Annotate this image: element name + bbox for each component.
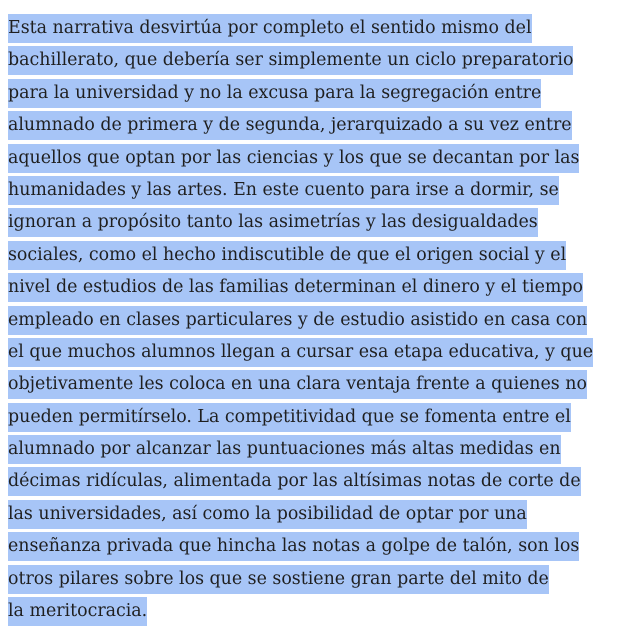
highlighted-text: pueden permitírselo. La competitividad que se fomenta entre el: [8, 403, 571, 432]
highlighted-text: otros pilares sobre los que se sostiene gran parte del mito de: [8, 565, 549, 594]
highlighted-text: la meritocracia.: [8, 597, 147, 626]
highlighted-text: enseñanza privada que hincha las notas a golpe de talón, son los: [8, 532, 579, 561]
highlighted-text: nivel de estudios de las familias determinan el dinero y el tiempo: [8, 273, 583, 302]
text-line: [8, 206, 624, 238]
selected-paragraph[interactable]: [8, 12, 624, 627]
highlighted-text: Esta narrativa desvirtúa por completo el sentido mismo del: [8, 14, 532, 43]
highlighted-text: aquellos que optan por las ciencias y los que se decantan por las: [8, 144, 579, 173]
text-line: [8, 109, 624, 141]
text-line: [8, 239, 624, 271]
text-line: [8, 563, 624, 595]
text-line: [8, 530, 624, 562]
highlighted-text: el que muchos alumnos llegan a cursar esa etapa educativa, y que: [8, 338, 593, 367]
text-line: [8, 401, 624, 433]
text-line: [8, 44, 624, 76]
highlighted-text: décimas ridículas, alimentada por las altísimas notas de corte de: [8, 467, 581, 496]
text-line: [8, 433, 624, 465]
highlighted-text: las universidades, así como la posibilidad de optar por una: [8, 500, 527, 529]
highlighted-text: ignoran a propósito tanto las asimetrías y las desigualdades: [8, 208, 538, 237]
text-line: [8, 142, 624, 174]
text-line: [8, 174, 624, 206]
highlighted-text: empleado en clases particulares y de estudio asistido en casa con: [8, 306, 587, 335]
highlighted-text: humanidades y las artes. En este cuento para irse a dormir, se: [8, 176, 559, 205]
text-line: [8, 304, 624, 336]
text-line: [8, 595, 624, 627]
text-line: [8, 77, 624, 109]
highlighted-text: para la universidad y no la excusa para la segregación entre: [8, 79, 541, 108]
highlighted-text: sociales, como el hecho indiscutible de que el origen social y el: [8, 241, 566, 270]
text-line: [8, 12, 624, 44]
text-line: [8, 498, 624, 530]
text-line: [8, 465, 624, 497]
highlighted-text: alumnado por alcanzar las puntuaciones más altas medidas en: [8, 435, 561, 464]
highlighted-text: objetivamente les coloca en una clara ventaja frente a quienes no: [8, 370, 587, 399]
text-line: [8, 336, 624, 368]
text-line: [8, 368, 624, 400]
highlighted-text: alumnado de primera y de segunda, jerarquizado a su vez entre: [8, 111, 572, 140]
highlighted-text: bachillerato, que debería ser simplemente un ciclo preparatorio: [8, 46, 573, 75]
text-line: [8, 271, 624, 303]
